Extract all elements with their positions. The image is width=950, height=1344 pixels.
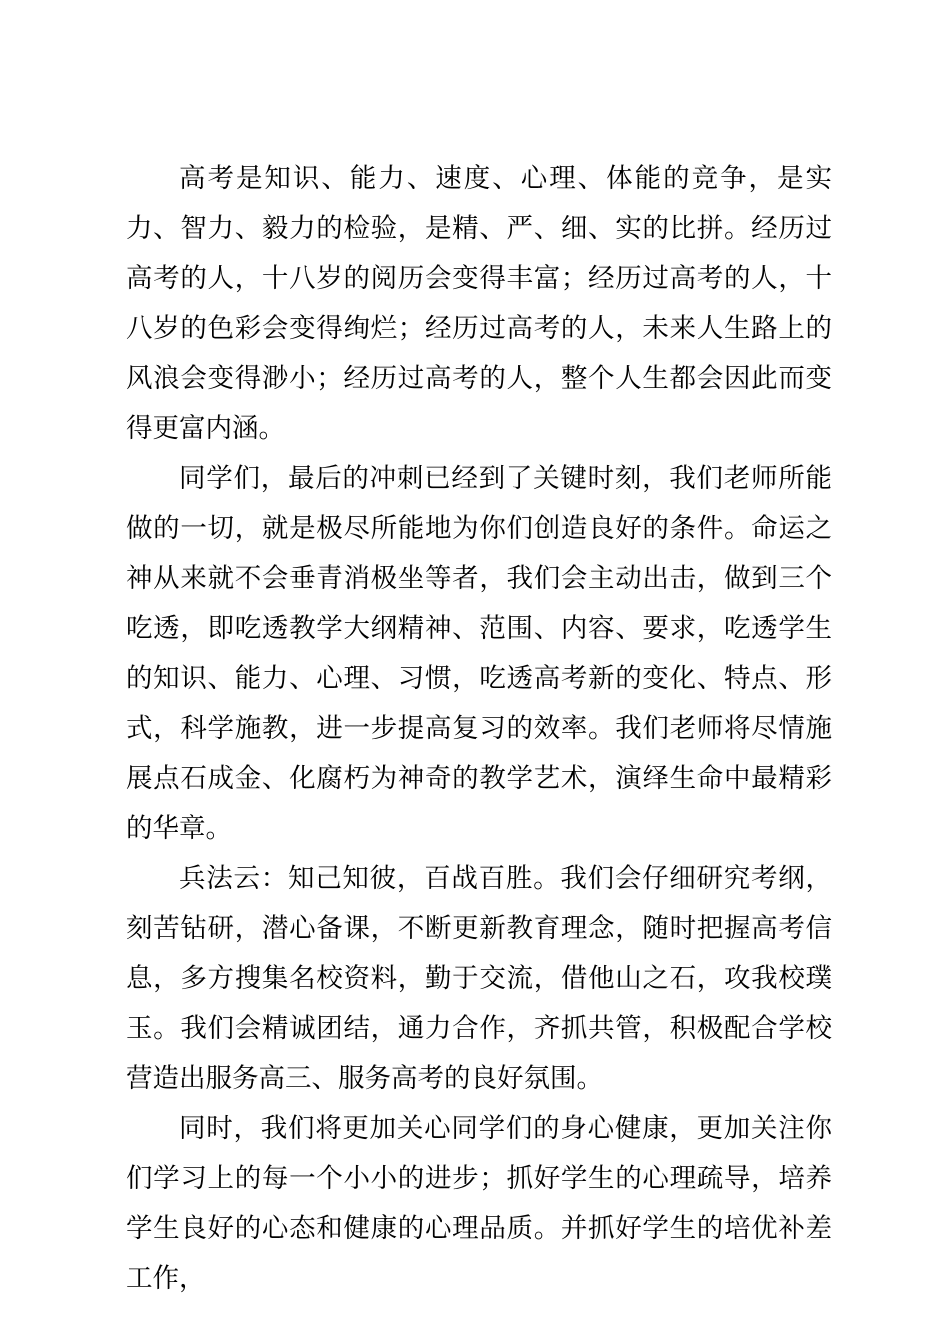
paragraph-2: 同学们，最后的冲刺已经到了关键时刻，我们老师所能做的一切，就是极尽所能地为你们创造良好的条件。命运之神从来就不会垂青消极坐等者，我们会主动出击，做到三个吃透，即吃透教学大纲精神、范围、内容、要求，吃透学生的知识、能力、心理、习惯，吃透高考新的变化、特点、形式，科学施教，进一步提高复习的效率。我们老师将尽情施展点石成金、化腐朽为神奇的教学艺术，演绎生命中最精彩的华章。 [126, 463, 832, 844]
document-body [126, 154, 832, 1304]
paragraph-3: 兵法云：知己知彼，百战百胜。我们会仔细研究考纲，刻苦钻研，潜心备课，不断更新教育理念，随时把握高考信息，多方搜集名校资料，勤于交流，借他山之石，攻我校璞玉。我们会精诚团结，通力合作，齐抓共管，积极配合学校营造出服务高三、服务高考的良好氛围。 [126, 863, 832, 1094]
paragraph-4: 同时，我们将更加关心同学们的身心健康，更加关注你们学习上的每一个小小的进步；抓好学生的心理疏导，培养学生良好的心态和健康的心理品质。并抓好学生的培优补差工作， [126, 1113, 832, 1294]
paragraph-1: 高考是知识、能力、速度、心理、体能的竞争，是实力、智力、毅力的检验，是精、严、细、实的比拼。经历过高考的人，十八岁的阅历会变得丰富；经历过高考的人，十八岁的色彩会变得绚烂；经历过高考的人，未来人生路上的风浪会变得渺小；经历过高考的人，整个人生都会因此而变得更富内涵。 [126, 163, 832, 444]
